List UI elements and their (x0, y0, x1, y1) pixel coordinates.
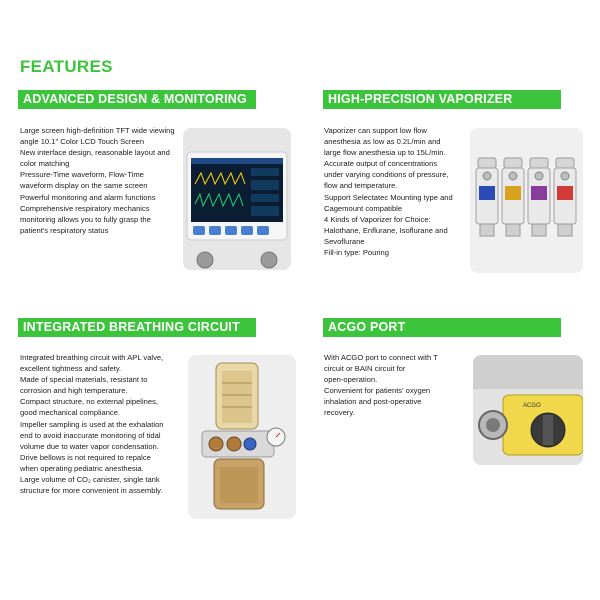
text-line: structure for more convenient in assembly. (20, 486, 163, 496)
section-heading-vaporizer: HIGH-PRECISION VAPORIZER (323, 90, 561, 109)
vaporizer-unit (554, 158, 576, 236)
text-line: Large screen high-definition TFT wide viewing (20, 126, 175, 135)
text-line: color matching (20, 159, 70, 169)
text-line: corrosion and high temperature. (20, 386, 128, 396)
text-line: circuit or BAIN circuit for (324, 364, 406, 374)
text-line: Integrated breathing circuit with APL valve, (20, 353, 164, 362)
text-line: waveform display on the same screen (20, 181, 148, 191)
section-text-acgo (324, 352, 438, 419)
text-line: Cagemount compatible (324, 203, 403, 213)
section-text-advanced (20, 125, 175, 236)
text-line: large flow anesthesia up to 15L/min. (324, 148, 446, 158)
vaporizer-unit (502, 158, 524, 236)
section-heading-breathing: INTEGRATED BREATHING CIRCUIT (18, 318, 256, 337)
section-text-vaporizer (324, 125, 453, 258)
text-line: Pressure-Time waveform, Flow-Time (20, 170, 144, 180)
page-title: FEATURES (20, 57, 113, 76)
vaporizer-unit (476, 158, 498, 236)
text-line: when operating pediatric anesthesia. (20, 463, 144, 473)
text-line: anesthesia as low as 0.2L/min and (324, 137, 441, 147)
text-line: Fill-in type: Pouring (324, 248, 389, 258)
text-line: Made of special materials, resistant to (20, 375, 148, 385)
text-line: Drive bellows is not required to repalce (20, 452, 151, 462)
text-line: Vaporizer can support low flow (324, 126, 427, 135)
vaporizers-photo (470, 128, 583, 273)
text-line: Comprehensive respiratory mechanics (20, 203, 150, 213)
text-line: Convenient for patients' oxygen (324, 386, 431, 396)
text-line: Compact structure, no external pipelines, (20, 397, 159, 407)
breathing-circuit-photo (188, 355, 296, 519)
section-heading-acgo: ACGO PORT (323, 318, 561, 337)
text-line: Accurate output of concentrations (324, 159, 438, 169)
text-line: excellent tightness and safety. (20, 364, 122, 374)
text-line: good mechanical compliance. (20, 408, 121, 418)
text-line: angle 10.1" Color LCD Touch Screen (20, 137, 145, 147)
text-line: Sevoflurane (324, 236, 365, 246)
text-line: Large volume of CO₂ canister, single tank (20, 475, 160, 485)
section-text-breathing (20, 352, 164, 496)
acgo-port-label: ACGO (523, 403, 541, 409)
text-line: Halothane, Enflurane, Isoflurane and (324, 225, 448, 235)
text-line: Support Selectatec Mounting type and (324, 192, 453, 202)
text-line: monitoring allows you to fully grasp the (20, 214, 151, 224)
text-line: under varying conditions of pressure, (324, 170, 449, 180)
text-line: 4 Kinds of Vaporizer for Choice: (324, 214, 431, 224)
text-line: Powerful monitoring and alarm functions (20, 192, 156, 202)
text-line: end to avoid inaccurate monitoring of tidal (20, 430, 161, 440)
vaporizer-unit (528, 158, 550, 236)
ventilator-screen-photo (183, 128, 291, 270)
text-line: recovery. (324, 408, 355, 418)
text-line: open-operation. (324, 375, 378, 385)
text-line: patient's respiratory status (20, 225, 109, 235)
section-heading-advanced: ADVANCED DESIGN & MONITORING (18, 90, 256, 109)
text-line: New interface design, reasonable layout and (20, 148, 170, 158)
text-line: volume due to water vapor condensation. (20, 441, 159, 451)
text-line: With ACGO port to connect with T (324, 353, 438, 362)
text-line: flow and temperature. (324, 181, 398, 191)
text-line: Impeller sampling is used at the exhalation (20, 419, 164, 429)
text-line: inhalation and post-operative (324, 397, 422, 407)
acgo-port-photo (473, 355, 583, 465)
